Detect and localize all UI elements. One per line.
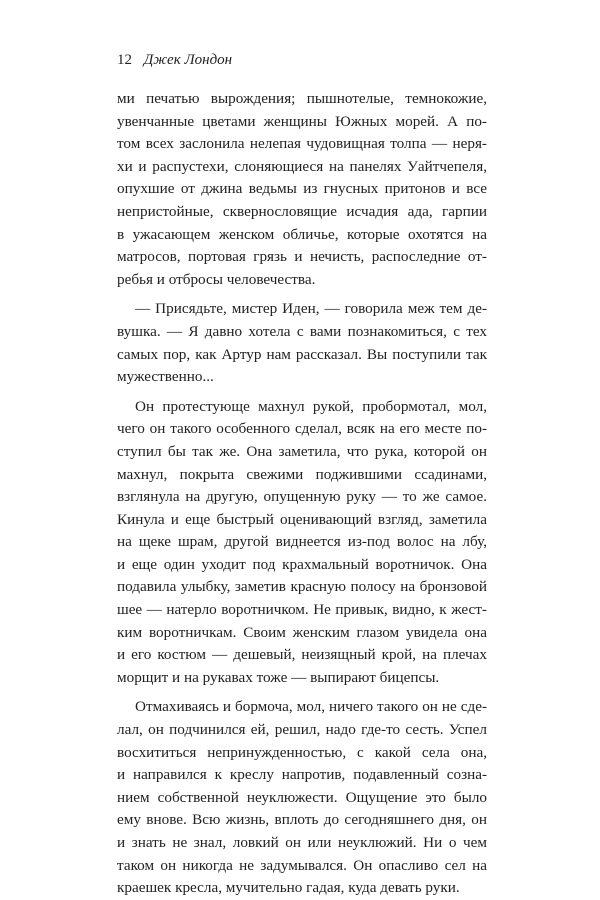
paragraph-gap (117, 389, 487, 396)
text-line: ребья и отбросы человечества. (117, 270, 316, 288)
running-head (117, 50, 232, 70)
text-line: Он протестующе махнул рукой, пробормотал, мол, (135, 397, 487, 415)
text-line: махнул, покрыта свежими поджившими ссадинами, (117, 465, 487, 483)
text-line: ми печатью вырождения; пышнотелые, темнокожие, (117, 90, 487, 107)
text-line: опухшие от джина ведьмы из гнусных притонов и все (117, 180, 487, 198)
paragraph-gap (117, 689, 487, 696)
page-number: 12 (117, 52, 132, 68)
text-line: Отмахиваясь и бормоча, мол, ничего такого он не сде- (135, 698, 487, 716)
text-line: шее — натерло воротничком. Не привык, видно, к жест- (117, 601, 487, 619)
text-line: морщит и на рукавах тоже — выпирают бицепсы. (117, 668, 440, 686)
text-line: подавила улыбку, заметив красную полосу на бронзовой (117, 578, 487, 596)
paragraph (117, 396, 487, 690)
text-line: и еще один уходит под крахмальный воротничок. Она (117, 555, 487, 573)
text-line: и направился к креслу напротив, подавленный созна- (117, 766, 487, 784)
text-line: увенчанные цветами женщины Южных морей. А по- (117, 112, 487, 130)
text-line: на щеке шрам, другой виднеется из-под волос на лбу, (117, 533, 487, 551)
text-line: том всех заслонила нелепая чудовищная толпа — неря- (117, 135, 487, 153)
text-line: непристойные, сквернословящие исчадия ада, гарпии (117, 202, 487, 220)
text-line: самых пор, как Артур нам рассказал. Вы поступили так (117, 345, 487, 363)
text-line: ему внове. Всю жизнь, вплоть до сегодняшнего дня, он (117, 811, 487, 829)
body-text (117, 88, 487, 900)
text-line: нием собственной неуклюжести. Ощущение это было (117, 788, 487, 806)
paragraph (117, 696, 487, 899)
text-line: мужественно... (117, 368, 214, 386)
text-line: Кинула и еще быстрый оценивающий взгляд, заметила (117, 510, 487, 528)
text-line: в ужасающем женском обличье, которые охотятся на (117, 225, 487, 243)
paragraph-gap (117, 291, 487, 298)
text-line: взглянула на другую, опущенную руку — то же самое. (117, 488, 487, 506)
text-line: таком он никогда не задумывался. Он опасливо сел на (117, 856, 487, 874)
text-line: вушка. — Я давно хотела с вами познакомиться, с тех (117, 322, 487, 340)
text-line: восхититься непринужденностью, с какой села она, (117, 743, 487, 761)
text-line: чего он такого особенного сделал, всяк на его месте по- (117, 420, 487, 438)
text-line: ступил бы так же. Она заметила, что рука, которой он (117, 442, 487, 460)
text-line: хи и распустехи, слоняющиеся на панелях Уайтчепеля, (117, 157, 487, 175)
text-line: и его костюм — дешевый, неизящный крой, на плечах (117, 646, 487, 664)
paragraph (117, 298, 487, 388)
text-line: краешек кресла, мучительно гадая, куда девать руки. (117, 879, 460, 897)
text-line: — Присядьте, мистер Иден, — говорила меж тем де- (135, 300, 487, 318)
paragraph (117, 88, 487, 291)
text-line: и знать не знал, ловкий он или неуклюжий. Ни о чем (117, 834, 487, 851)
text-line: лал, он подчинился ей, решил, надо где-то сесть. Успел (117, 721, 487, 739)
text-line: матросов, портовая грязь и нечисть, распоследние от- (117, 248, 487, 266)
text-line: ким воротничкам. Своим женским глазом увидела она (117, 623, 487, 641)
book-author: Джек Лондон (143, 52, 233, 68)
